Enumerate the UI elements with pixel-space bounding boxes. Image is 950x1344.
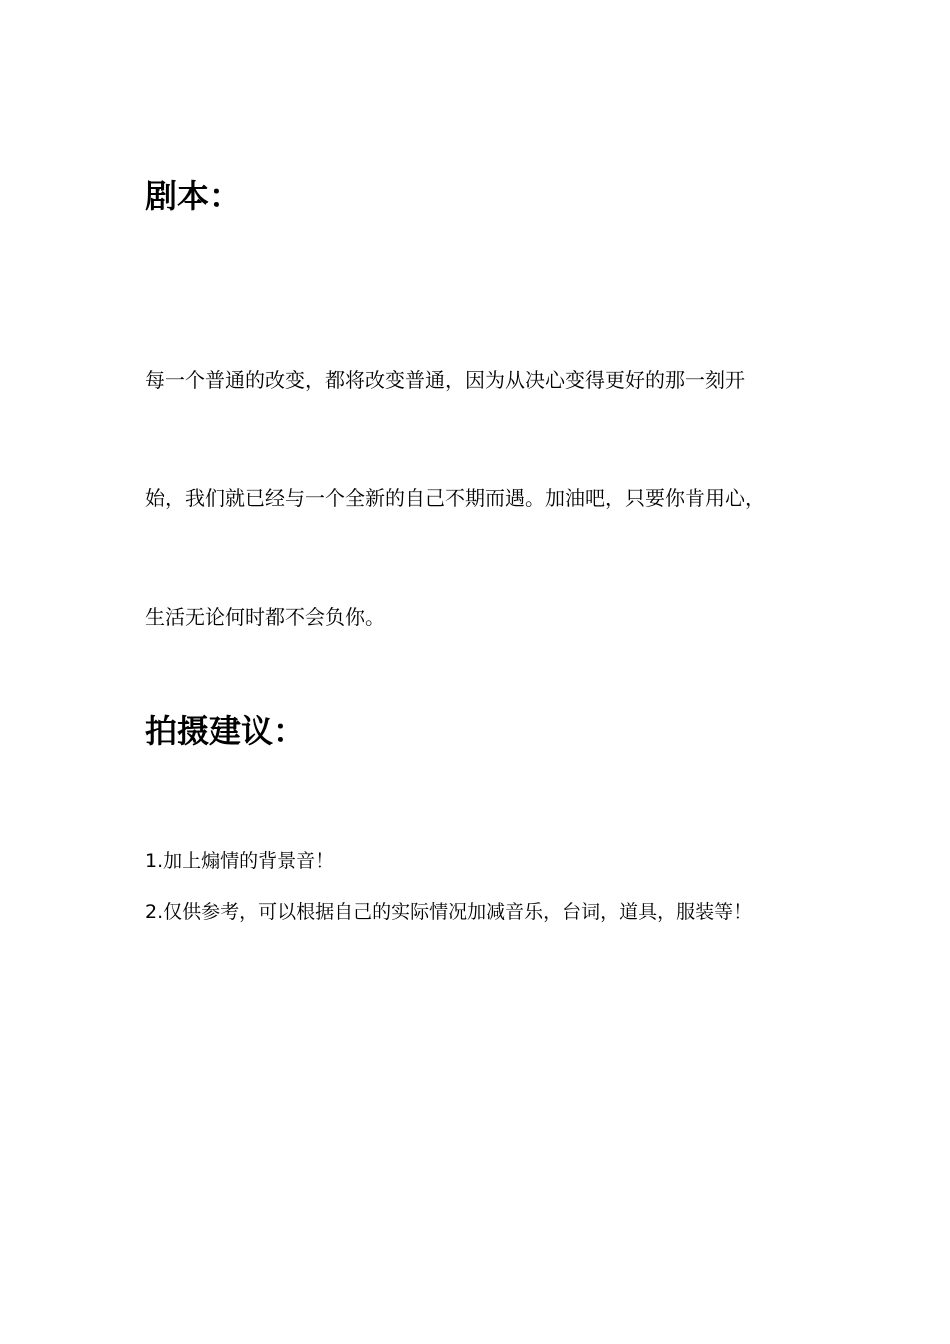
suggestion-item-1: 1.加上煽情的背景音！ bbox=[145, 850, 335, 872]
script-paragraph-line-1: 每一个普通的改变，都将改变普通，因为从决心变得更好的那一刻开 bbox=[145, 368, 745, 392]
suggestion-item-2: 2.仅供参考，可以根据自己的实际情况加减音乐，台词，道具，服装等！ bbox=[145, 901, 753, 923]
shooting-suggestions-heading: 拍摄建议： bbox=[145, 712, 306, 750]
script-paragraph-line-3: 生活无论何时都不会负你。 bbox=[145, 605, 385, 629]
script-heading: 剧本： bbox=[145, 177, 242, 215]
script-paragraph-line-2: 始，我们就已经与一个全新的自己不期而遇。加油吧，只要你肯用心， bbox=[145, 486, 765, 510]
